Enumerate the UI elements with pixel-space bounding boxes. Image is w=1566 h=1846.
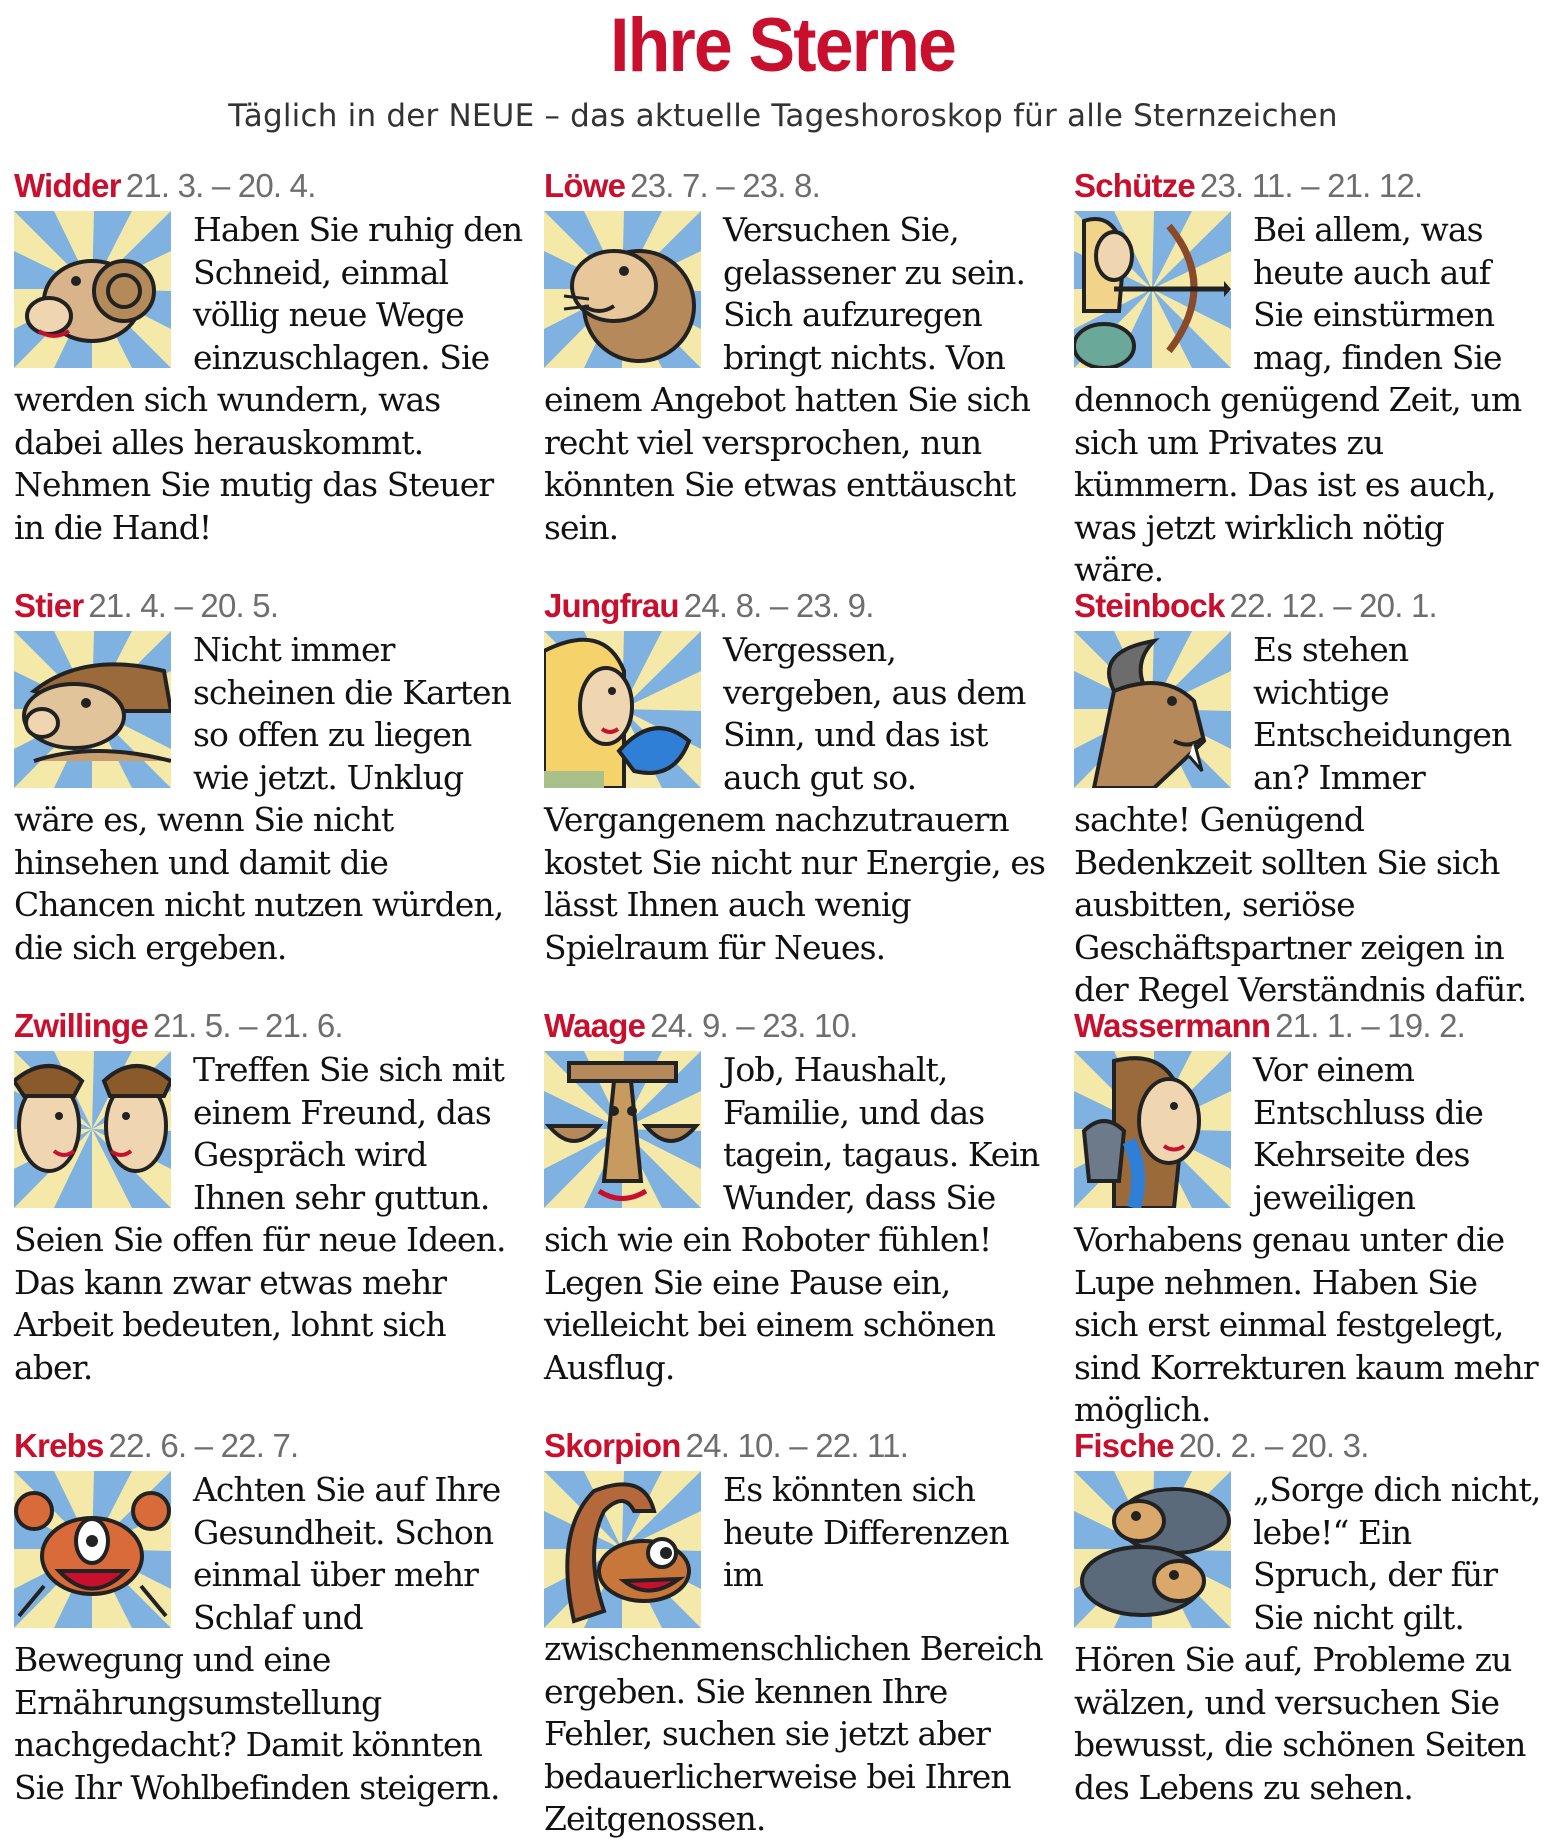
sign-text-block [14,1469,526,1809]
sign-heading [544,586,1056,626]
horoscope-widder [14,166,544,586]
sign-text: Versuchen Sie, gelassener zu sein. Sich aufzuregen bringt nichts. Von einem Angebot hatten Sie sich recht viel versprochen, nun könnten Sie etwas enttäuscht sein. [544,210,1031,547]
sign-date: 24. 9. – 23. 10. [650,1007,858,1044]
horoscope-krebs [14,1426,544,1846]
sign-date: 23. 7. – 23. 8. [630,167,820,204]
sign-text-block [544,1469,1056,1841]
sign-heading [1074,166,1541,206]
sign-name: Krebs [14,1427,104,1464]
sign-text-block [544,1049,1056,1389]
archer-icon [1074,211,1231,368]
sign-text-block [544,629,1056,969]
scales-icon [544,1051,701,1208]
sign-text-block [1074,209,1541,592]
sign-name: Stier [14,587,84,624]
horoscope-wassermann [1074,1006,1559,1429]
sign-text-block [1074,629,1541,1012]
lion-icon [544,211,701,368]
horoscope-steinbock [1074,586,1559,1009]
sign-date: 24. 8. – 23. 9. [683,587,874,624]
horoscope-zwillinge [14,1006,544,1426]
sign-date: 21. 1. – 19. 2. [1275,1007,1466,1044]
sign-text-block [1074,1469,1541,1809]
horoscope-waage [544,1006,1074,1426]
sign-name: Schütze [1074,167,1195,204]
bull-icon [14,631,171,788]
sign-text: Es stehen wichtige Entscheidungen an? Immer sachte! Genügend Bedenkzeit sollten Sie sich ausbitten, seriöse Geschäftspartner zeigen in der Regel Verständnis dafür. [1074,630,1527,1009]
sign-heading [14,586,526,626]
sign-text: Nicht immer scheinen die Karten so offen zu liegen wie jetzt. Unklug wäre es, wenn Sie nicht hinsehen und damit die Chancen nicht nutzen würden, die sich ergeben. [14,630,512,967]
aquarius-icon [1074,1051,1231,1208]
sign-text-block [1074,1049,1541,1432]
sign-date: 20. 2. – 20. 3. [1178,1427,1369,1464]
fish-icon [1074,1471,1231,1628]
sign-heading [544,166,1056,206]
sign-text: Achten Sie auf Ihre Gesundheit. Schon einmal über mehr Schlaf und Bewegung und eine Ernährungsumstellung nachgedacht? Damit könnten Sie Ihr Wohlbefinden steigern. [14,1470,501,1807]
horoscope-schuetze [1074,166,1559,589]
page-subtitle: Täglich in der NEUE – das aktuelle Tageshoroskop für alle Sternzeichen [228,98,1338,134]
sign-text-block [544,209,1056,549]
sign-heading [544,1006,1056,1046]
crab-icon [14,1471,171,1628]
scorpion-icon [544,1471,701,1628]
sign-heading [14,166,526,206]
horoscope-stier [14,586,544,1006]
sign-text: Job, Haushalt, Familie, und das tagein, tagaus. Kein Wunder, dass Sie sich wie ein Roboter fühlen! Legen Sie eine Pause ein, vielleicht bei einem schönen Ausflug. [544,1050,1040,1387]
sign-name: Löwe [544,167,626,204]
sign-date: 22. 12. – 20. 1. [1229,587,1437,624]
sign-text: Haben Sie ruhig den Schneid, einmal völlig neue Wege einzuschlagen. Sie werden sich wundern, was dabei alles herauskommt. Nehmen Sie mutig das Steuer in die Hand! [14,210,523,547]
sign-text: Es könnten sich heute Differenzen im zwischenmenschlichen Bereich ergeben. Sie kennen Ihre Fehler, suchen sie jetzt aber bedauerlicherweise bei Ihren Zeitgenossen. [544,1470,1043,1838]
sign-text-block [14,629,526,969]
sign-text: Vergessen, vergeben, aus dem Sinn, und das ist auch gut so. Vergangenem nachzutrauern kostet Sie nicht nur Energie, es lässt Ihnen auch wenig Spielraum für Neues. [544,630,1046,967]
sign-date: 23. 11. – 21. 12. [1199,167,1423,204]
sign-name: Skorpion [544,1427,681,1464]
sign-heading [14,1426,526,1466]
sign-date: 21. 4. – 20. 5. [88,587,279,624]
sign-date: 22. 6. – 22. 7. [108,1427,299,1464]
sign-name: Fische [1074,1427,1174,1464]
ram-icon [14,211,171,368]
twins-icon [14,1051,171,1208]
sign-heading [1074,1426,1541,1466]
sign-name: Jungfrau [544,587,679,624]
virgin-icon [544,631,701,788]
sign-heading [1074,586,1541,626]
sign-name: Widder [14,167,121,204]
sign-text: Treffen Sie sich mit einem Freund, das Gespräch wird Ihnen sehr guttun. Seien Sie offen für neue Ideen. Das kann zwar etwas mehr Arbeit bedeuten, lohnt sich aber. [14,1050,506,1387]
sign-heading [1074,1006,1541,1046]
sign-text-block [14,209,526,549]
sign-text: Vor einem Entschluss die Kehrseite des jeweiligen Vorhabens genau unter die Lupe nehmen. Haben Sie sich erst einmal festgelegt, sind Korrekturen kaum mehr möglich. [1074,1050,1538,1429]
sign-name: Wassermann [1074,1007,1271,1044]
sign-name: Steinbock [1074,587,1225,624]
page-header [0,0,1566,136]
horoscope-jungfrau [544,586,1074,1006]
horoscope-grid [14,166,1559,1846]
capricorn-icon [1074,631,1231,788]
sign-date: 21. 3. – 20. 4. [125,167,316,204]
horoscope-fische [1074,1426,1559,1846]
sign-name: Waage [544,1007,646,1044]
sign-date: 24. 10. – 22. 11. [685,1427,909,1464]
horoscope-skorpion [544,1426,1074,1846]
sign-heading [14,1006,526,1046]
page-title: Ihre Sterne [610,3,956,88]
horoscope-loewe [544,166,1074,586]
sign-date: 21. 5. – 21. 6. [152,1007,343,1044]
sign-name: Zwillinge [14,1007,148,1044]
sign-text: Bei allem, was heute auch auf Sie einstürmen mag, finden Sie dennoch genügend Zeit, um sich um Privates zu kümmern. Das ist es auch, was jetzt wirklich nötig wäre. [1074,210,1522,589]
sign-text: „Sorge dich nicht, lebe!“ Ein Spruch, der für Sie nicht gilt. Hören Sie auf, Probleme zu wälzen, und versuchen Sie bewusst, die schönen Seiten des Lebens zu sehen. [1074,1470,1541,1807]
sign-text-block [14,1049,526,1389]
sign-heading [544,1426,1056,1466]
